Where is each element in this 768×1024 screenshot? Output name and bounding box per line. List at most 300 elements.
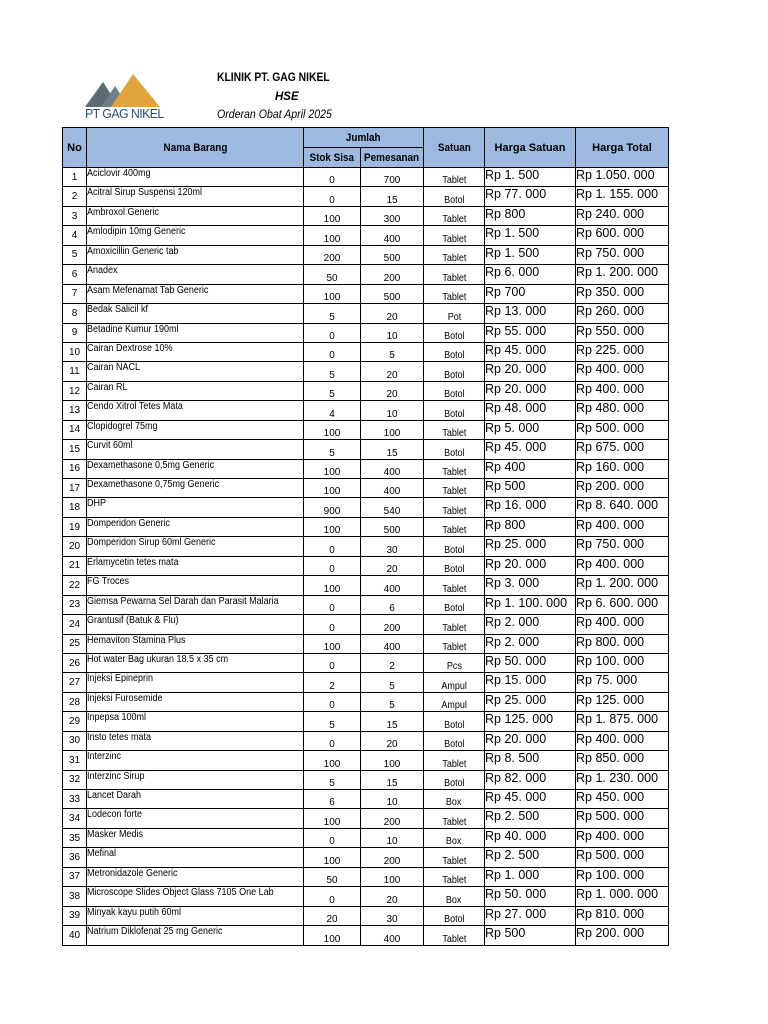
row-no: 3 [63,206,87,225]
header-nama-barang: Nama Barang [87,128,304,168]
row-nama-barang: Giemsa Pewarna Sel Darah dan Parasit Malaria [87,595,304,614]
row-satuan: Tablet [424,498,485,517]
row-nama-barang: Aciclovir 400mg [87,168,304,187]
row-nama-barang: Asam Mefenamat Tab Generic [87,284,304,303]
table-row [63,556,669,575]
row-harga-satuan: Rp 77. 000 [485,187,576,206]
row-harga-satuan: Rp 2. 000 [485,634,576,653]
row-stok-sisa: 200 [304,245,361,264]
row-harga-total: Rp 1. 200. 000 [576,265,669,284]
table-row [63,517,669,536]
row-nama-barang: Injeksi Furosemide [87,692,304,711]
table-row [63,692,669,711]
row-satuan: Botol [424,440,485,459]
row-pemesanan: 200 [361,265,424,284]
row-nama-barang: Curvit 60ml [87,440,304,459]
row-harga-total: Rp 800. 000 [576,634,669,653]
row-harga-satuan: Rp 1. 100. 000 [485,595,576,614]
row-pemesanan: 5 [361,673,424,692]
row-satuan: Botol [424,342,485,361]
row-harga-satuan: Rp 16. 000 [485,498,576,517]
row-no: 33 [63,790,87,809]
clinic-title: KLINIK PT. GAG NIKEL [217,72,330,84]
row-no: 39 [63,906,87,925]
row-harga-satuan: Rp 25. 000 [485,692,576,711]
row-stok-sisa: 0 [304,692,361,711]
row-harga-satuan: Rp 2. 000 [485,615,576,634]
row-harga-total: Rp 225. 000 [576,342,669,361]
row-pemesanan: 20 [361,381,424,400]
row-no: 22 [63,576,87,595]
row-pemesanan: 15 [361,440,424,459]
row-nama-barang: Bedak Salicil kf [87,304,304,323]
row-nama-barang: Betadine Kumur 190ml [87,323,304,342]
row-no: 30 [63,731,87,750]
row-stok-sisa: 100 [304,284,361,303]
row-nama-barang: Insto tetes mata [87,731,304,750]
row-satuan: Botol [424,906,485,925]
medicine-order-table [62,127,669,946]
row-pemesanan: 400 [361,576,424,595]
row-pemesanan: 400 [361,226,424,245]
row-harga-total: Rp 400. 000 [576,731,669,750]
row-stok-sisa: 20 [304,906,361,925]
row-satuan: Botol [424,401,485,420]
row-satuan: Tablet [424,634,485,653]
header-pemesanan: Pemesanan [361,148,424,168]
row-stok-sisa: 0 [304,556,361,575]
row-harga-total: Rp 1. 155. 000 [576,187,669,206]
row-no: 1 [63,168,87,187]
header-no: No [63,128,87,168]
row-harga-satuan: Rp 3. 000 [485,576,576,595]
row-stok-sisa: 100 [304,517,361,536]
row-nama-barang: Clopidogrel 75mg [87,420,304,439]
row-harga-total: Rp 810. 000 [576,906,669,925]
row-nama-barang: Interzinc [87,751,304,770]
row-satuan: Pcs [424,653,485,672]
row-harga-total: Rp 6. 600. 000 [576,595,669,614]
row-satuan: Box [424,828,485,847]
row-stok-sisa: 0 [304,187,361,206]
row-harga-total: Rp 260. 000 [576,304,669,323]
row-harga-satuan: Rp 20. 000 [485,556,576,575]
row-no: 15 [63,440,87,459]
header-harga-total: Harga Total [576,128,669,168]
row-harga-satuan: Rp 82. 000 [485,770,576,789]
row-harga-total: Rp 750. 000 [576,537,669,556]
row-no: 2 [63,187,87,206]
row-harga-total: Rp 1. 200. 000 [576,576,669,595]
row-nama-barang: Anadex [87,265,304,284]
row-harga-satuan: Rp 400 [485,459,576,478]
row-satuan: Tablet [424,226,485,245]
row-satuan: Tablet [424,576,485,595]
row-stok-sisa: 100 [304,751,361,770]
row-pemesanan: 500 [361,284,424,303]
row-nama-barang: Cairan NACL [87,362,304,381]
table-row [63,770,669,789]
table-row [63,731,669,750]
table-row [63,712,669,731]
row-harga-total: Rp 400. 000 [576,517,669,536]
company-logo [85,74,165,126]
department-subtitle: HSE [275,91,299,103]
row-harga-satuan: Rp 27. 000 [485,906,576,925]
row-stok-sisa: 5 [304,362,361,381]
row-harga-total: Rp 675. 000 [576,440,669,459]
row-harga-satuan: Rp 500 [485,479,576,498]
row-satuan: Tablet [424,751,485,770]
row-no: 19 [63,517,87,536]
row-harga-satuan: Rp 800 [485,517,576,536]
row-harga-satuan: Rp 20. 000 [485,362,576,381]
row-pemesanan: 400 [361,459,424,478]
row-nama-barang: Lancet Darah [87,790,304,809]
row-satuan: Tablet [424,848,485,867]
row-stok-sisa: 0 [304,653,361,672]
row-pemesanan: 10 [361,401,424,420]
row-pemesanan: 30 [361,906,424,925]
mountain-logo-icon [85,74,165,108]
row-no: 24 [63,615,87,634]
table-body [63,168,669,946]
row-nama-barang: FG Troces [87,576,304,595]
row-no: 27 [63,673,87,692]
row-satuan: Box [424,887,485,906]
row-harga-total: Rp 1.050. 000 [576,168,669,187]
row-no: 11 [63,362,87,381]
row-pemesanan: 20 [361,887,424,906]
table-row [63,206,669,225]
row-pemesanan: 400 [361,634,424,653]
row-pemesanan: 10 [361,790,424,809]
row-no: 35 [63,828,87,847]
row-pemesanan: 500 [361,245,424,264]
row-harga-satuan: Rp 15. 000 [485,673,576,692]
logo-text: PT GAG NIKEL [85,106,164,121]
table-row [63,634,669,653]
row-stok-sisa: 100 [304,634,361,653]
row-stok-sisa: 0 [304,615,361,634]
row-no: 38 [63,887,87,906]
row-harga-total: Rp 500. 000 [576,420,669,439]
row-no: 34 [63,809,87,828]
row-no: 32 [63,770,87,789]
row-pemesanan: 700 [361,168,424,187]
row-satuan: Ampul [424,673,485,692]
row-nama-barang: DHP [87,498,304,517]
row-no: 21 [63,556,87,575]
row-nama-barang: Amoxicillin Generic tab [87,245,304,264]
row-pemesanan: 400 [361,926,424,945]
row-harga-total: Rp 240. 000 [576,206,669,225]
row-harga-satuan: Rp 1. 500 [485,168,576,187]
table-row [63,673,669,692]
row-nama-barang: Erlamycetin tetes mata [87,556,304,575]
row-harga-total: Rp 100. 000 [576,653,669,672]
row-no: 5 [63,245,87,264]
row-pemesanan: 6 [361,595,424,614]
row-nama-barang: Cendo Xitrol Tetes Mata [87,401,304,420]
table-row [63,828,669,847]
row-harga-total: Rp 750. 000 [576,245,669,264]
table-row [63,887,669,906]
row-pemesanan: 20 [361,362,424,381]
row-no: 37 [63,867,87,886]
row-satuan: Tablet [424,479,485,498]
row-pemesanan: 100 [361,867,424,886]
row-harga-satuan: Rp 500 [485,926,576,945]
row-pemesanan: 10 [361,323,424,342]
table-row [63,226,669,245]
row-stok-sisa: 5 [304,304,361,323]
row-no: 7 [63,284,87,303]
row-stok-sisa: 100 [304,576,361,595]
row-stok-sisa: 0 [304,828,361,847]
row-harga-total: Rp 400. 000 [576,556,669,575]
row-no: 16 [63,459,87,478]
row-stok-sisa: 4 [304,401,361,420]
row-harga-total: Rp 1. 230. 000 [576,770,669,789]
row-pemesanan: 10 [361,828,424,847]
row-no: 28 [63,692,87,711]
row-harga-total: Rp 850. 000 [576,751,669,770]
row-harga-satuan: Rp 50. 000 [485,653,576,672]
row-nama-barang: Domperidon Generic [87,517,304,536]
table-row [63,459,669,478]
row-harga-satuan: Rp 25. 000 [485,537,576,556]
row-nama-barang: Injeksi Epineprin [87,673,304,692]
row-harga-total: Rp 100. 000 [576,867,669,886]
row-harga-satuan: Rp 1. 500 [485,226,576,245]
row-satuan: Botol [424,770,485,789]
row-harga-total: Rp 75. 000 [576,673,669,692]
row-harga-satuan: Rp 45. 000 [485,440,576,459]
row-pemesanan: 20 [361,304,424,323]
row-satuan: Tablet [424,867,485,886]
row-harga-satuan: Rp 8. 500 [485,751,576,770]
row-nama-barang: Interzinc Sirup [87,770,304,789]
row-harga-satuan: Rp 1. 500 [485,245,576,264]
row-harga-total: Rp 500. 000 [576,809,669,828]
row-harga-satuan: Rp 45. 000 [485,342,576,361]
row-harga-satuan: Rp 1. 000 [485,867,576,886]
row-pemesanan: 5 [361,342,424,361]
row-no: 36 [63,848,87,867]
header-stok-sisa: Stok Sisa [304,148,361,168]
row-stok-sisa: 0 [304,537,361,556]
row-satuan: Box [424,790,485,809]
row-no: 10 [63,342,87,361]
row-harga-satuan: Rp 20. 000 [485,731,576,750]
table-row [63,168,669,187]
row-nama-barang: Microscope Slides Object Glass 7105 One Lab [87,887,304,906]
row-pemesanan: 400 [361,479,424,498]
row-harga-total: Rp 600. 000 [576,226,669,245]
table-row [63,615,669,634]
row-no: 20 [63,537,87,556]
header-jumlah: Jumlah [304,128,424,148]
row-harga-total: Rp 400. 000 [576,615,669,634]
row-pemesanan: 200 [361,809,424,828]
row-satuan: Botol [424,381,485,400]
row-no: 29 [63,712,87,731]
row-no: 6 [63,265,87,284]
row-nama-barang: Hot water Bag ukuran 18.5 x 35 cm [87,653,304,672]
row-no: 14 [63,420,87,439]
row-harga-satuan: Rp 125. 000 [485,712,576,731]
row-pemesanan: 540 [361,498,424,517]
row-stok-sisa: 6 [304,790,361,809]
row-no: 25 [63,634,87,653]
row-pemesanan: 500 [361,517,424,536]
row-satuan: Tablet [424,284,485,303]
table-row [63,498,669,517]
row-satuan: Botol [424,187,485,206]
row-satuan: Ampul [424,692,485,711]
row-stok-sisa: 0 [304,887,361,906]
row-pemesanan: 20 [361,731,424,750]
row-harga-satuan: Rp 5. 000 [485,420,576,439]
row-harga-total: Rp 200. 000 [576,926,669,945]
row-stok-sisa: 5 [304,381,361,400]
table-row [63,751,669,770]
row-harga-total: Rp 400. 000 [576,828,669,847]
row-satuan: Botol [424,323,485,342]
table-row [63,381,669,400]
row-harga-total: Rp 8. 640. 000 [576,498,669,517]
table-row [63,187,669,206]
row-pemesanan: 200 [361,615,424,634]
row-harga-total: Rp 400. 000 [576,381,669,400]
row-no: 26 [63,653,87,672]
row-pemesanan: 30 [361,537,424,556]
row-nama-barang: Ambroxol Generic [87,206,304,225]
row-no: 12 [63,381,87,400]
row-stok-sisa: 900 [304,498,361,517]
row-nama-barang: Masker Medis [87,828,304,847]
row-stok-sisa: 100 [304,926,361,945]
row-pemesanan: 300 [361,206,424,225]
row-nama-barang: Hemaviton Stamina Plus [87,634,304,653]
row-pemesanan: 2 [361,653,424,672]
row-stok-sisa: 5 [304,712,361,731]
row-nama-barang: Cairan Dextrose 10% [87,342,304,361]
table-row [63,653,669,672]
row-harga-satuan: Rp 55. 000 [485,323,576,342]
row-harga-total: Rp 125. 000 [576,692,669,711]
row-satuan: Tablet [424,615,485,634]
row-no: 9 [63,323,87,342]
row-no: 40 [63,926,87,945]
row-harga-satuan: Rp 50. 000 [485,887,576,906]
row-pemesanan: 15 [361,770,424,789]
row-stok-sisa: 0 [304,323,361,342]
row-satuan: Botol [424,537,485,556]
row-no: 4 [63,226,87,245]
row-stok-sisa: 0 [304,342,361,361]
row-harga-total: Rp 550. 000 [576,323,669,342]
row-nama-barang: Domperidon Sirup 60ml Generic [87,537,304,556]
table-row [63,284,669,303]
row-no: 13 [63,401,87,420]
row-stok-sisa: 2 [304,673,361,692]
row-satuan: Pot [424,304,485,323]
row-harga-satuan: Rp 40. 000 [485,828,576,847]
row-stok-sisa: 100 [304,479,361,498]
table-row [63,440,669,459]
row-stok-sisa: 50 [304,265,361,284]
table-row [63,342,669,361]
table-row [63,906,669,925]
row-stok-sisa: 50 [304,867,361,886]
table-row [63,926,669,945]
table-row [63,576,669,595]
row-harga-total: Rp 200. 000 [576,479,669,498]
row-pemesanan: 15 [361,712,424,731]
table-row [63,809,669,828]
row-nama-barang: Amlodipin 10mg Generic [87,226,304,245]
row-nama-barang: Lodecon forte [87,809,304,828]
row-stok-sisa: 0 [304,595,361,614]
row-harga-total: Rp 450. 000 [576,790,669,809]
row-no: 31 [63,751,87,770]
row-satuan: Botol [424,731,485,750]
row-stok-sisa: 0 [304,168,361,187]
row-harga-total: Rp 400. 000 [576,362,669,381]
row-stok-sisa: 0 [304,731,361,750]
table-row [63,323,669,342]
row-harga-satuan: Rp 6. 000 [485,265,576,284]
row-harga-total: Rp 350. 000 [576,284,669,303]
row-no: 18 [63,498,87,517]
row-nama-barang: Minyak kayu putih 60ml [87,906,304,925]
row-nama-barang: Inpepsa 100ml [87,712,304,731]
row-harga-satuan: Rp 800 [485,206,576,225]
table-row [63,537,669,556]
table-row [63,479,669,498]
row-satuan: Tablet [424,265,485,284]
row-stok-sisa: 100 [304,809,361,828]
table-row [63,420,669,439]
row-no: 17 [63,479,87,498]
row-nama-barang: Mefinal [87,848,304,867]
row-satuan: Tablet [424,926,485,945]
row-stok-sisa: 5 [304,770,361,789]
row-satuan: Tablet [424,420,485,439]
row-harga-satuan: Rp 48. 000 [485,401,576,420]
row-satuan: Tablet [424,809,485,828]
table-row [63,848,669,867]
row-satuan: Tablet [424,517,485,536]
row-stok-sisa: 100 [304,206,361,225]
row-pemesanan: 5 [361,692,424,711]
row-harga-total: Rp 1. 000. 000 [576,887,669,906]
row-harga-satuan: Rp 2. 500 [485,809,576,828]
row-nama-barang: Cairan RL [87,381,304,400]
row-stok-sisa: 100 [304,848,361,867]
row-satuan: Tablet [424,459,485,478]
table-row [63,867,669,886]
row-satuan: Botol [424,595,485,614]
row-no: 23 [63,595,87,614]
row-harga-satuan: Rp 13. 000 [485,304,576,323]
table-row [63,265,669,284]
row-harga-satuan: Rp 45. 000 [485,790,576,809]
row-satuan: Tablet [424,245,485,264]
header-satuan: Satuan [424,128,485,168]
